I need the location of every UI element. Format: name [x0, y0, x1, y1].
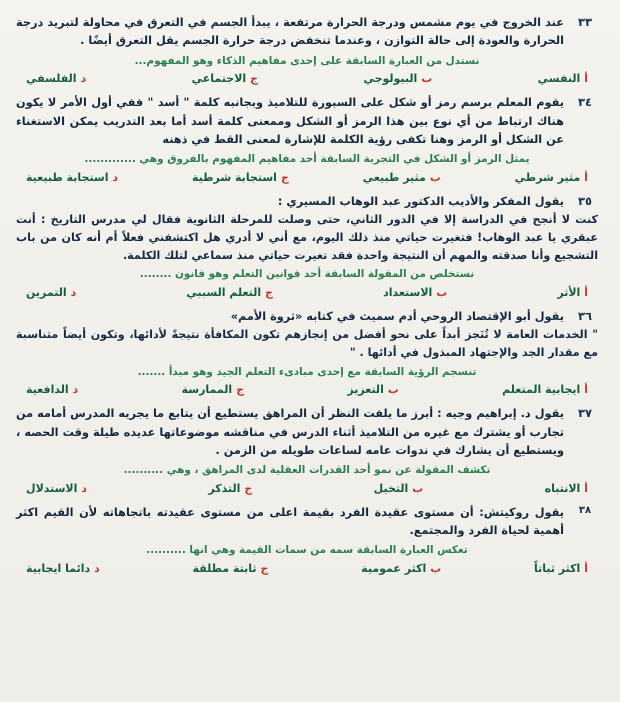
question-block [16, 308, 598, 396]
choice-label: اكثر ثباتاً [533, 561, 581, 575]
choice-label: استجابة شرطية [192, 170, 277, 184]
choice-option[interactable] [26, 383, 78, 396]
choice-letter: أ [584, 383, 588, 397]
choice-label: الممارسة [181, 383, 233, 397]
question-number: ٣٦ [577, 308, 593, 323]
question-header [16, 193, 598, 211]
choice-label: دائما ايجابية [26, 561, 91, 575]
choice-letter: د [72, 383, 79, 397]
question-number: ٣٣ [577, 15, 593, 29]
choice-option[interactable] [374, 482, 424, 495]
choice-letter: ج [260, 561, 269, 575]
question-header [16, 504, 598, 541]
choices-row [16, 71, 598, 85]
choice-label: اكثر عمومية [361, 561, 427, 575]
question-header [16, 94, 598, 149]
choice-option[interactable] [534, 562, 588, 575]
question-body [16, 308, 564, 326]
question-stem: يمثل الرمز أو الشكل في التجربة السابقة أحد مفاهيم المفهوم بالفروق وهي ............. [84, 153, 530, 166]
choice-letter: ب [421, 72, 433, 86]
choices-row [16, 170, 598, 184]
choice-option[interactable] [192, 72, 258, 85]
choice-letter: أ [584, 170, 588, 184]
choices-row [16, 561, 598, 575]
question-quote: " الخدمات العامة لا تُنَجز أبداً على نحو أفضل من إنجازهم تكون المكافأة نتيجةً لأدائها، وتكون أيضاً متناسبة مع مقدار الجد والإجتهاد المبذول في أدائها . " [16, 328, 598, 359]
choice-letter: ب [387, 383, 399, 397]
question-number: ٣٧ [577, 406, 593, 421]
choice-option[interactable] [383, 286, 447, 299]
question-stem: تنسجم الرؤية السابقة مع إحدى مبادىء التعلم الجيد وهو مبدأ ....... [137, 365, 477, 378]
choice-option[interactable] [545, 482, 588, 495]
choice-letter: د [112, 170, 119, 184]
question-body [16, 193, 564, 211]
question-text: يقوم المعلم برسم رمز أو شكل على السبورة للتلاميذ وبجانبه كلمة " أسد " ففي أول الأمر لا يكون هناك ارتباط من أي نوع بين هذا الرمز أو الشكل وممعنى كلمة أسد أما بعد التدريب يمكن الاستغناء عن الشكل أو الرمز وهنا تكفى رؤية الكلمة للإشارة لمعنى القط في ذهنه [16, 96, 564, 146]
choice-option[interactable] [26, 171, 118, 184]
choice-letter: ج [265, 285, 273, 299]
question-body [16, 94, 564, 149]
choice-label: مثير طبيعي [362, 170, 426, 184]
choice-option[interactable] [557, 286, 588, 299]
choice-option[interactable] [26, 286, 76, 299]
question-body [16, 14, 564, 51]
choice-option[interactable] [26, 72, 86, 85]
choice-letter: ج [244, 481, 253, 495]
choice-letter: أ [584, 481, 588, 495]
question-stem: نستخلص من المقولة السابقة أحد قوانين التعلم وهو قانون ........ [139, 268, 475, 281]
choice-option[interactable] [515, 171, 588, 184]
choice-label: الفلسفي [26, 72, 77, 86]
choice-letter: ب [412, 481, 424, 495]
choices-row [16, 382, 598, 396]
question-number: ٣٤ [577, 95, 593, 110]
choice-option[interactable] [361, 562, 441, 575]
choice-option[interactable] [186, 286, 273, 299]
choice-letter: ج [236, 383, 244, 397]
choice-label: التمرين [26, 285, 67, 299]
choice-label: التذكر [208, 481, 241, 495]
choice-letter: ب [436, 285, 448, 299]
question-stem: تعكس العبارة السابقة سمه من سمات القيمة وهي انها .......... [146, 544, 468, 557]
question-text: يقول أبو الإقتصاد الروحي أدم سميث في كتابه «ثروة الأمم» [230, 309, 564, 323]
question-header [16, 14, 598, 51]
question-quote: كنت لا أنجح في الدراسة إلا في الدور الثاني، حتى وصلت للمرحلة الثانوية فقال لي مدرس التاريخ : أنت عبقري يا عبد الوهاب! فتغيرت حياتي منذ ذلك اليوم، مع أني لا أدري هل اكتشفني فعلاً أم أنه كان من باب التشجيع وأنا صدقته والمهم أن النتيجة واحدة فقد تغيرت حياتي منذ سماعي لتلك الكلمة. [16, 213, 598, 262]
choice-option[interactable] [502, 383, 588, 396]
choice-letter: د [70, 285, 77, 299]
choice-label: الأثر [557, 285, 581, 299]
question-text: عند الخروج في يوم مشمس ودرجة الحرارة مرتفعة ، يبدأ الجسم في التعرق في محاولة لتبريد درجة الحرارة والعودة إلى حالة التوازن ، وعندما تنخفض درجة حرارة الجسم يقل التعرق أيضًا . [16, 16, 564, 48]
choices-row [16, 481, 598, 495]
choice-label: الاجتماعي [191, 72, 247, 86]
question-block [16, 193, 598, 299]
question-number: ٣٥ [577, 193, 593, 208]
choice-label: الدافعية [26, 383, 69, 397]
choice-option[interactable] [208, 482, 252, 495]
choice-option[interactable] [26, 482, 87, 495]
question-text: يقول المفكر والأديب الدكتور عبد الوهاب المسيري : [277, 194, 564, 208]
choice-label: الاستدلال [26, 481, 78, 495]
choice-letter: د [80, 72, 87, 86]
question-body [16, 504, 564, 541]
choice-letter: أ [584, 72, 588, 86]
choice-letter: أ [584, 561, 588, 575]
question-body [16, 405, 564, 460]
question-block [16, 14, 598, 85]
choice-letter: أ [584, 285, 588, 299]
choice-label: التعلم السببي [186, 285, 262, 299]
question-stem: نستدل من العبارة السابقة على إحدى مفاهيم الذكاء وهو المفهوم... [134, 54, 480, 67]
choice-letter: ج [250, 72, 258, 86]
choice-label: مثير شرطي [514, 170, 581, 184]
choice-option[interactable] [26, 562, 100, 575]
choice-label: الاستعداد [383, 285, 433, 299]
choice-label: ايجابية المتعلم [502, 383, 581, 397]
choice-option[interactable] [347, 383, 398, 396]
choice-letter: ج [280, 170, 289, 184]
choice-option[interactable] [363, 171, 441, 184]
choice-label: البيولوجي [363, 72, 418, 86]
choice-letter: د [81, 481, 87, 495]
question-stem: تكشف المقولة عن نمو أحد القدرات العقلية لدى المراهق ، وهي .......... [123, 464, 491, 477]
question-header [16, 405, 598, 460]
choice-label: النفسي [537, 72, 581, 86]
choice-label: ثابتة مطلقة [192, 561, 257, 575]
choice-letter: ب [430, 561, 442, 575]
question-block [16, 405, 598, 495]
question-block [16, 504, 598, 575]
question-number: ٣٨ [578, 504, 592, 516]
choice-letter: ب [429, 170, 441, 184]
question-text: يقول روكيتش: أن مستوى عقيدة الفرد بقيمة اعلى من مستوى عقيدته باتجاهاته لأن القيم اكثر أهمية لحياة الفرد والمجتمع. [16, 505, 564, 538]
choice-option[interactable] [182, 383, 244, 396]
choice-option[interactable] [363, 72, 432, 85]
question-block [16, 94, 598, 184]
choices-row [16, 285, 598, 299]
question-header [16, 308, 598, 326]
choice-option[interactable] [538, 72, 588, 85]
choice-label: الانتباه [544, 481, 581, 495]
choice-label: التخيل [373, 481, 409, 495]
choice-label: استجابة طبيعية [26, 170, 109, 184]
question-text: يقول د. إبراهيم وجيه : أبرز ما يلفت النظر أن المراهق يستطيع أن يتابع ما يجريه المدرس أمامه من تجارب أو يشترك مع غيره من التلاميذ أثناء الدرس في مناقشه موضوعاتها عديده طيلة وقت الحصه ، ويستطيع أن يشارك في ندوات عامه لساعات طويله من الزمن . [16, 407, 564, 457]
choice-letter: د [94, 561, 100, 575]
choice-option[interactable] [192, 171, 289, 184]
choice-option[interactable] [193, 562, 269, 575]
choice-label: التعزيز [347, 383, 384, 397]
